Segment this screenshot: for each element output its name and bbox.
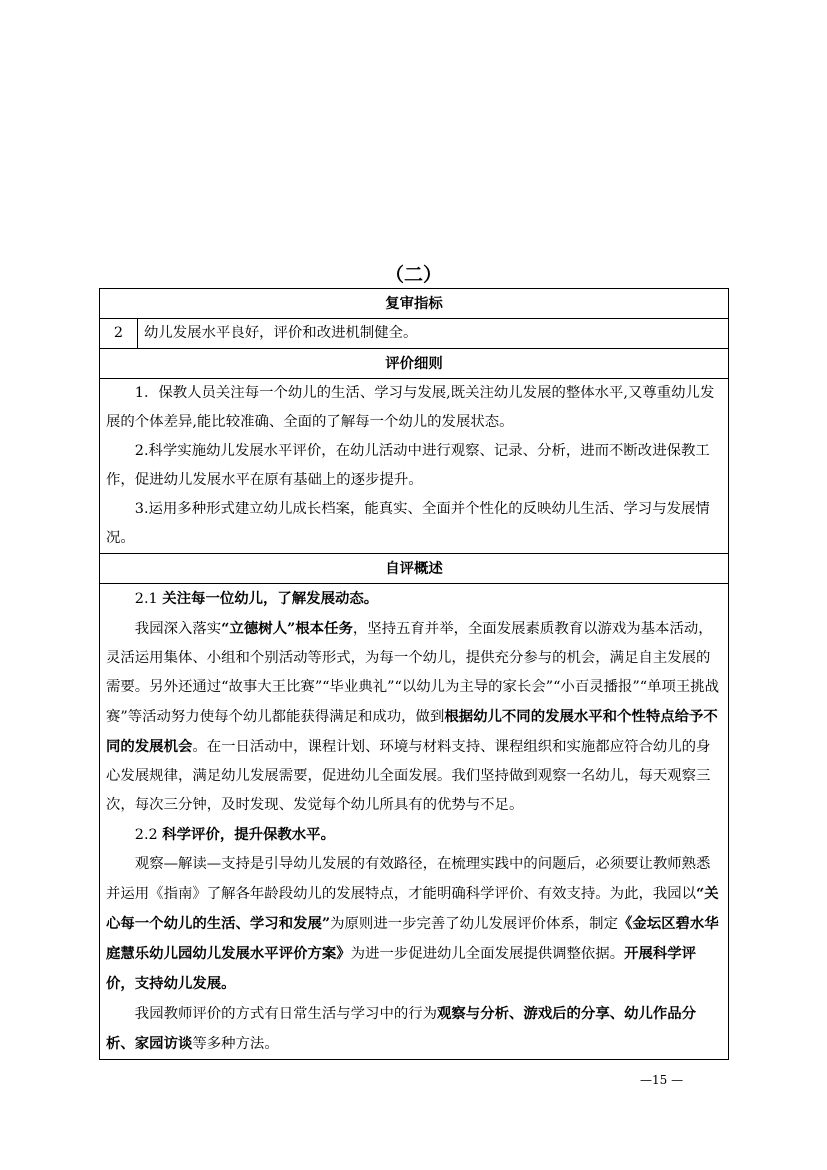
self-evaluation-body	[100, 584, 729, 1060]
bold-text: 观察与分析、游戏后的分享、幼儿作品分析、家园访谈	[106, 1005, 697, 1052]
text-run: 为原则进一步完善了幼儿发展评价体系，制定	[330, 916, 618, 932]
self-evaluation-header: 自评概述	[100, 554, 729, 584]
review-indicator-header: 复审指标	[100, 289, 729, 319]
review-indicator-header-row	[100, 289, 729, 319]
text-run: 为进一步促进幼儿全面发展提供调整依据。	[350, 946, 625, 962]
criteria-body	[100, 379, 729, 554]
paragraph	[106, 999, 722, 1059]
bold-text: “关心每一个幼儿的生活、学习和发展”	[106, 885, 719, 932]
criteria-header-row	[100, 349, 729, 379]
subsection-2-2-heading	[106, 820, 722, 850]
section-heading: （二）	[384, 264, 442, 286]
criteria-item: 2.科学实施幼儿发展水平评价，在幼儿活动中进行观察、记录、分析，进而不断改进保教工作，促进幼儿发展水平在原有基础上的逐步提升。	[106, 443, 710, 488]
paragraph	[106, 850, 722, 999]
review-indicator-row	[100, 319, 729, 349]
self-evaluation-body-row	[100, 584, 729, 1060]
subsection-number: 2.1	[134, 591, 163, 607]
criteria-body-row	[100, 379, 729, 554]
text-run: 我园深入落实	[134, 621, 222, 637]
self-evaluation-header-row	[100, 554, 729, 584]
indicator-text: 幼儿发展水平良好，评价和改进机制健全。	[138, 319, 729, 349]
text-run: 。在一日活动中，课程计划、环境与材料支持、课程组织和实施都应符合幼儿的身心发展规律，满足幼儿发展需要，促进幼儿全面发展。我们坚持做到观察一名幼儿，每天观察三次，每次三分钟，及时发现、发觉每个幼儿所具有的优势与不足。	[106, 739, 711, 813]
subsection-title: 关注每一位幼儿，了解发展动态。	[162, 590, 379, 607]
text-run: 我园教师评价的方式有日常生活与学习中的行为	[134, 1006, 438, 1022]
text-run: ，坚持五育并举，全面发展素质教育以游戏为基本活动，灵活运用集体、小组和个别活动等形式，为每一个幼儿，提供充分参与的机会，满足自主发展的需要。另外还通过“故事大王比赛”“毕业典礼”“以幼儿为主导的家长会”“小百灵播报”“单项王挑战赛”等活动努力使每个幼儿都能获得满足和成功，做到	[106, 621, 720, 725]
bold-text: 《金坛区碧水华庭慧乐幼儿园幼儿发展水平评价方案》	[106, 915, 719, 962]
subsection-number: 2.2	[134, 827, 163, 843]
text-run: 等多种方法。	[192, 1036, 279, 1052]
criteria-item: 1．保教人员关注每一个幼儿的生活、学习与发展,既关注幼儿发展的整体水平,又尊重幼儿发展的个体差异,能比较准确、全面的了解每一个幼儿的发展状态。	[106, 385, 715, 430]
text-run: 观察—解读—支持是引导幼儿发展的有效路径，在梳理实践中的问题后，必须要让教师熟悉并运用《指南》了解各年龄段幼儿的发展特点，才能明确科学评价、有效支持。为此，我园以	[106, 856, 711, 902]
paragraph	[106, 614, 722, 820]
criteria-header: 评价细则	[100, 349, 729, 379]
indicator-number: 2	[100, 319, 138, 349]
page-number: —15 —	[640, 1073, 684, 1087]
bold-text: 根据幼儿不同的发展水平和个性特点给予不同的发展机会	[106, 708, 718, 755]
subsection-title: 科学评价，提升保教水平。	[162, 826, 335, 843]
bold-text: “立德树人”根本任务	[221, 620, 353, 637]
subsection-2-1-heading	[106, 584, 722, 614]
review-table	[99, 288, 729, 1060]
criteria-item: 3.运用多种形式建立幼儿成长档案，能真实、全面并个性化的反映幼儿生活、学习与发展情况。	[106, 501, 710, 546]
bold-text: 开展科学评价，支持幼儿发展。	[106, 945, 697, 992]
